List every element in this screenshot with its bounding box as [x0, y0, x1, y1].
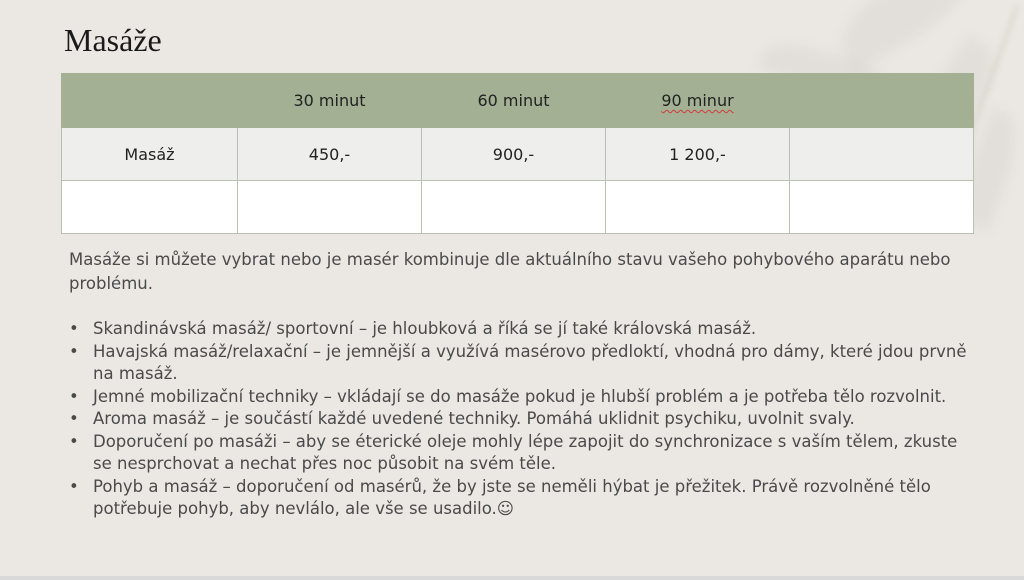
table-cell[interactable]: [238, 181, 422, 234]
table-cell[interactable]: [790, 181, 974, 234]
slide-title[interactable]: Masáže: [64, 22, 162, 58]
table-header-cell[interactable]: [606, 74, 790, 128]
table-header-cell[interactable]: [790, 74, 974, 128]
list-item[interactable]: • Jemné mobilizační techniky – vkládají se do masáže pokud je hlubší problém a je potřeba tělo rozvolnit.: [69, 386, 979, 409]
list-item[interactable]: • Skandinávská masáž/ sportovní – je hloubková a říká se jí také královská masáž.: [69, 318, 979, 341]
list-item[interactable]: • Pohyb a masáž – doporučení od masérů, že by jste se neměli hýbat je přežitek. Právě rozvolněné tělo potřebuje pohyb, aby nevlálo, ale vše se usadilo.☺: [69, 476, 979, 521]
table-cell[interactable]: 450,-: [238, 128, 422, 181]
bullet-list[interactable]: [69, 318, 979, 521]
price-table[interactable]: [61, 73, 974, 234]
table-row: [62, 181, 974, 234]
table-cell[interactable]: [606, 181, 790, 234]
intro-paragraph[interactable]: Masáže si můžete vybrat nebo je masér kombinuje dle aktuálního stavu vašeho pohybového aparátu nebo problému.: [69, 250, 951, 293]
list-item[interactable]: • Doporučení po masáži – aby se éterické oleje mohly lépe zapojit do synchronizace s vaším tělem, zkuste se nesprchovat a nechat přes noc působit na svém těle.: [69, 431, 979, 476]
list-item[interactable]: • Havajská masáž/relaxační – je jemnější a využívá masérovo předloktí, vhodná pro dámy, které jdou prvně na masáž.: [69, 341, 979, 386]
table-header-cell[interactable]: 30 minut: [238, 74, 422, 128]
table-cell[interactable]: [422, 181, 606, 234]
table-header-cell[interactable]: [62, 74, 238, 128]
list-item[interactable]: • Aroma masáž – je součástí každé uvedené techniky. Pomáhá uklidnit psychiku, uvolnit svaly.: [69, 408, 979, 431]
table-cell[interactable]: 900,-: [422, 128, 606, 181]
misspelled-header-text: 90 minur: [661, 91, 734, 110]
table-row: [62, 128, 974, 181]
table-cell[interactable]: 1 200,-: [606, 128, 790, 181]
table-cell[interactable]: Masáž: [62, 128, 238, 181]
slide-bottom-edge: [0, 576, 1024, 580]
table-header-row: [62, 74, 974, 128]
table-cell[interactable]: [790, 128, 974, 181]
table-cell[interactable]: [62, 181, 238, 234]
table-header-cell[interactable]: 60 minut: [422, 74, 606, 128]
